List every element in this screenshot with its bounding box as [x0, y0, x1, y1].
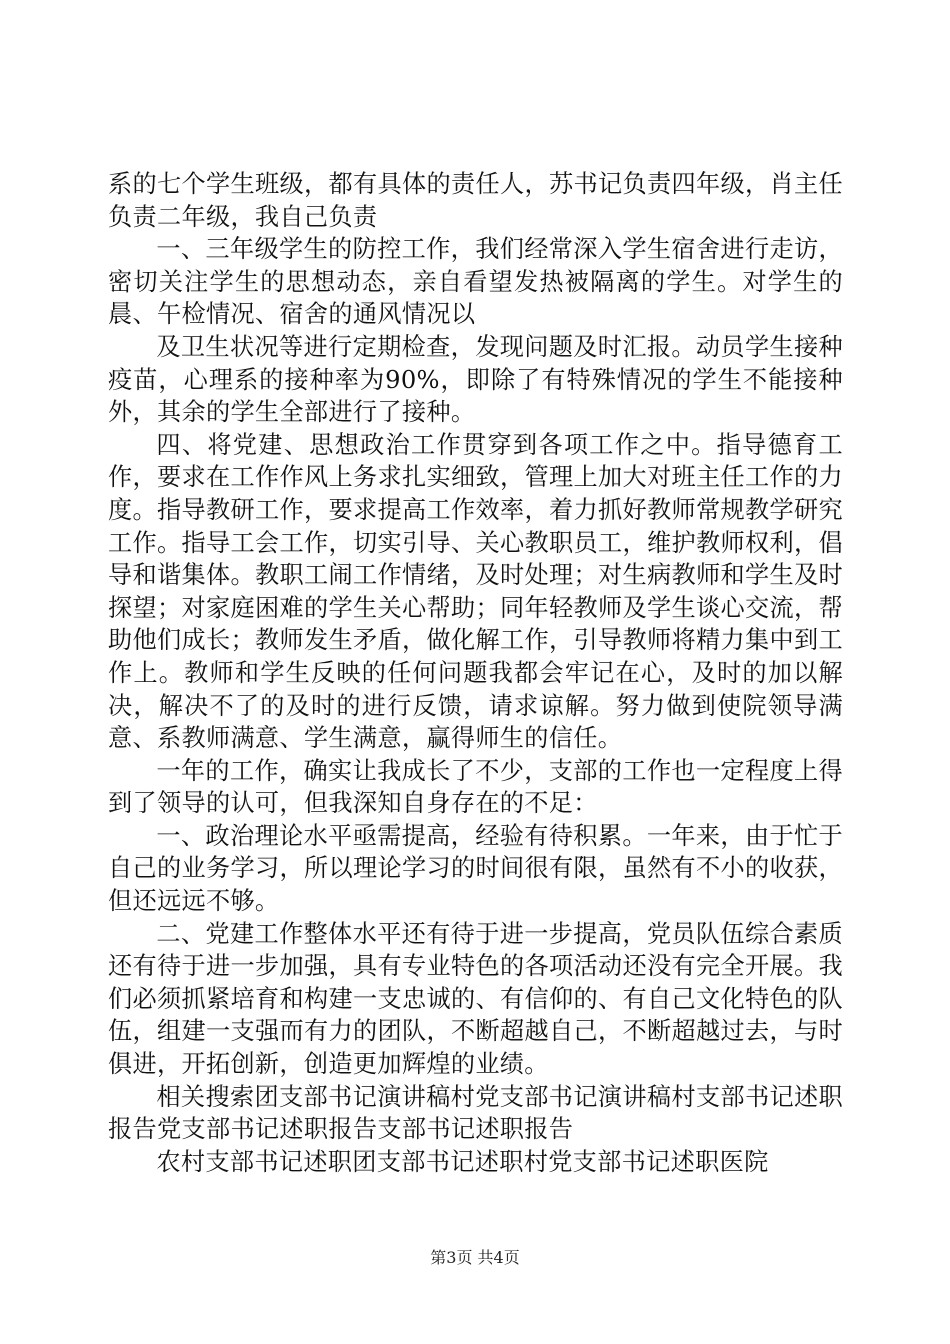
- paragraph: 四、将党建、思想政治工作贯穿到各项工作之中。指导德育工作，要求在工作作风上务求扎实细致，管理上加大对班主任工作的力度。指导教研工作，要求提高工作效率，着力抓好教师常规教学研究工作。指导工会工作，切实引导、关心教职员工，维护教师权利，倡导和谐集体。教职工闹工作情绪，及时处理；对生病教师和学生及时探望；对家庭困难的学生关心帮助；同年轻教师及学生谈心交流，帮助他们成长；教师发生矛盾，做化解工作，引导教师将精力集中到工作上。教师和学生反映的任何问题我都会牢记在心，及时的加以解决，解决不了的及时的进行反馈，请求谅解。努力做到使院领导满意、系教师满意、学生满意，赢得师生的信任。: [108, 430, 843, 753]
- document-body: [108, 168, 843, 1178]
- paragraph: 及卫生状况等进行定期检查，发现问题及时汇报。动员学生接种疫苗，心理系的接种率为90%，即除了有特殊情况的学生不能接种外，其余的学生全部进行了接种。: [108, 332, 843, 427]
- paragraph: 一年的工作，确实让我成长了不少，支部的工作也一定程度上得到了领导的认可，但我深知自身存在的不足：: [108, 756, 843, 818]
- paragraph: 农村支部书记述职团支部书记述职村党支部书记述职医院: [156, 1147, 769, 1176]
- paragraph: 一、三年级学生的防控工作，我们经常深入学生宿舍进行走访，密切关注学生的思想动态，亲自看望发热被隔离的学生。对学生的晨、午检情况、宿舍的通风情况以: [108, 235, 843, 329]
- paragraph: 一、政治理论水平亟需提高，经验有待积累。一年来，由于忙于自己的业务学习，所以理论学习的时间很有限，虽然有不小的收获，但还远远不够。: [108, 821, 843, 916]
- paragraph: 二、党建工作整体水平还有待于进一步提高，党员队伍综合素质还有待于进一步加强，具有专业特色的各项活动还没有完全开展。我们必须抓紧培育和构建一支忠诚的、有信仰的、有自己文化特色的队伍，组建一支强而有力的团队，不断超越自己，不断超越过去，与时俱进，开拓创新，创造更加辉煌的业绩。: [108, 919, 843, 1079]
- paragraph: 系的七个学生班级，都有具体的责任人，苏书记负责四年级，肖主任负责二年级，我自己负责: [108, 170, 843, 231]
- paragraph: 相关搜索团支部书记演讲稿村党支部书记演讲稿村支部书记述职报告党支部书记述职报告支部书记述职报告: [108, 1082, 843, 1144]
- page-number-footer: 第3页 共4页: [430, 1248, 520, 1267]
